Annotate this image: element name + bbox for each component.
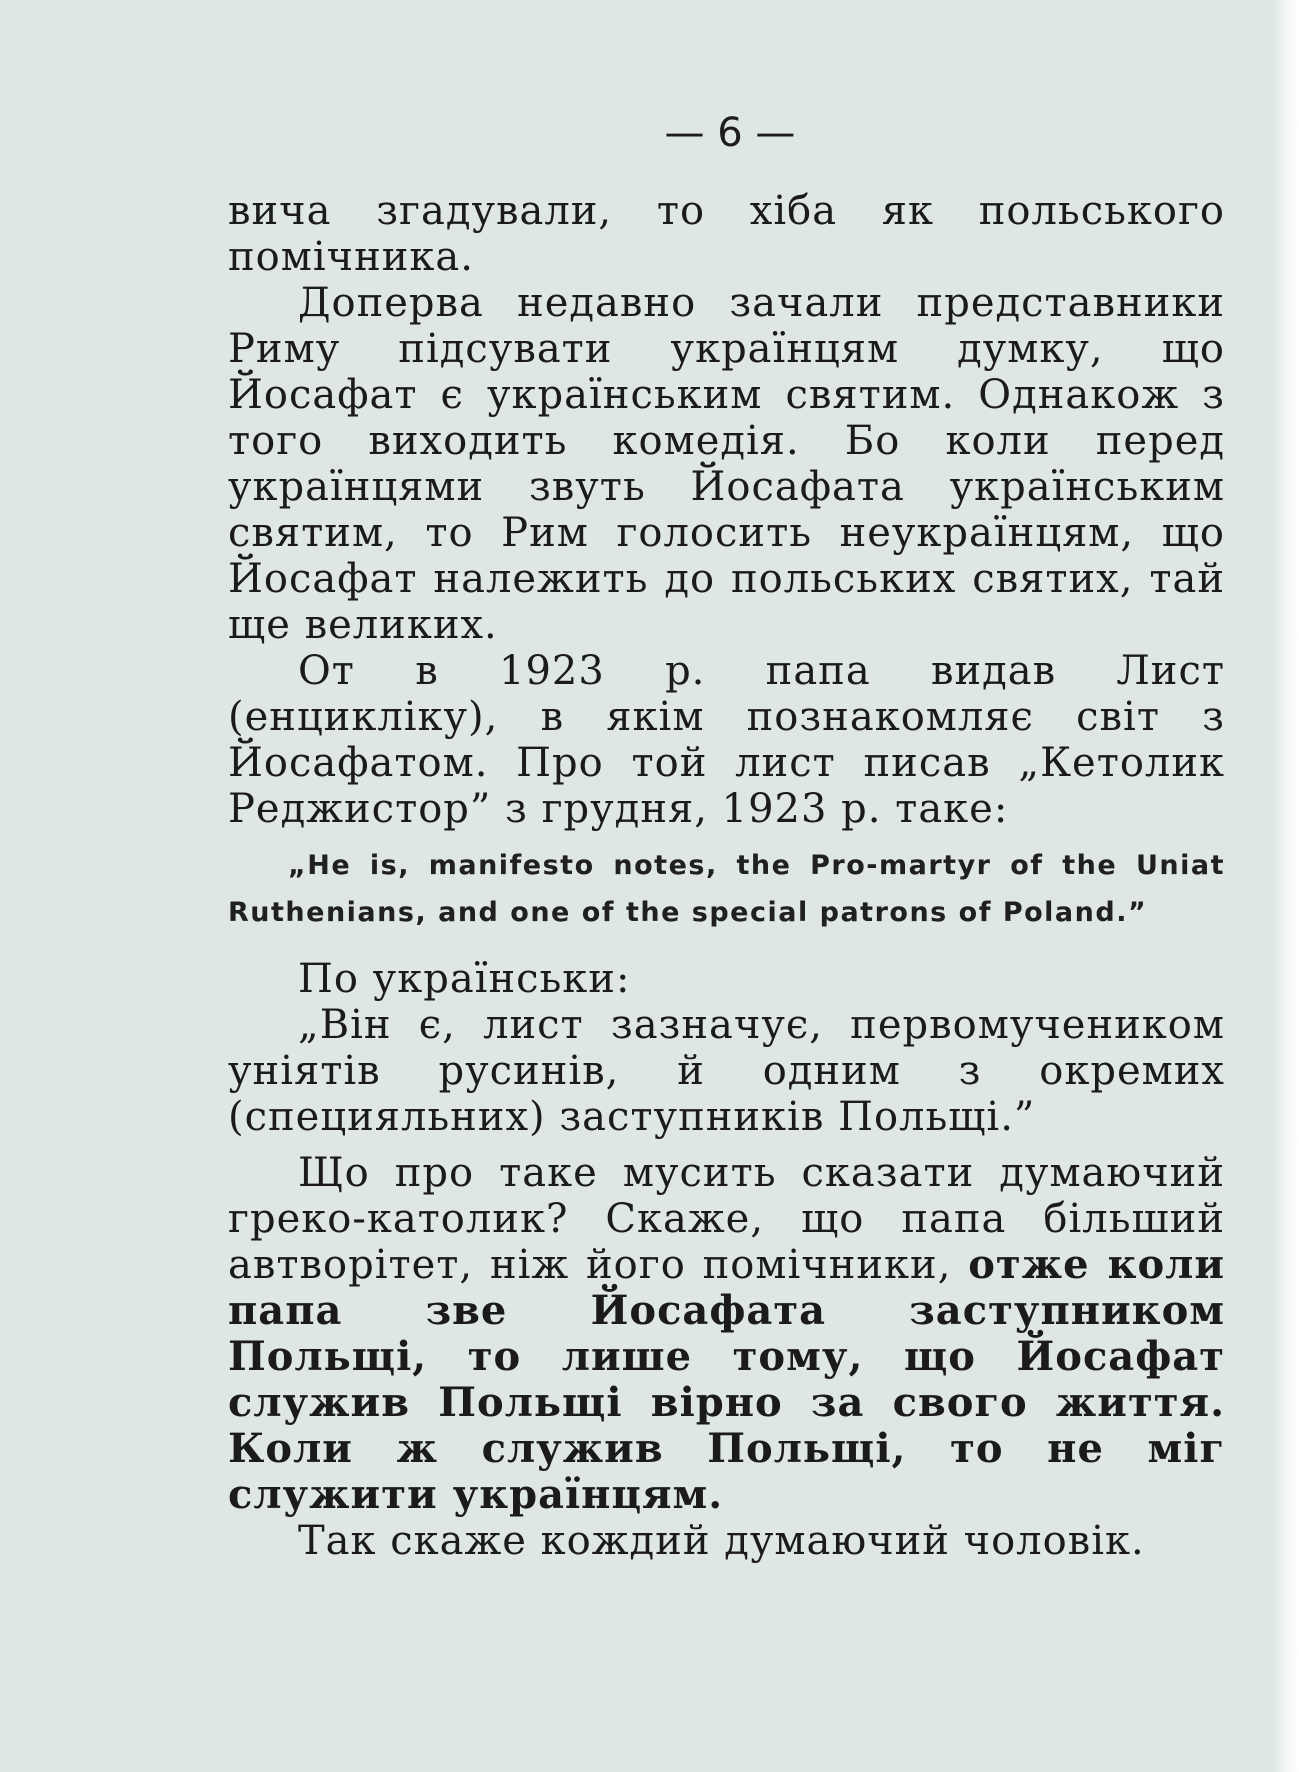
paragraph-6-regular: Що про таке мусить сказати думаючий греко-католик? Скаже, що папа більший автворітет, ніж його помічники,	[228, 1150, 1225, 1288]
english-quote: „He is, manifesto notes, the Pro-martyr of the Uniat Ruthenians, and one of the special patrons of Poland.”	[228, 850, 1225, 928]
page-number: — 6 —	[664, 110, 796, 156]
paragraph-2: Доперва недавно зачали представники Риму підсувати українцям думку, що Йосафат є українським святим. Однакож з того виходить комедія. Бо коли перед українцями звуть Йосафата українським святим, то Рим голосить неукраїнцям, що Йосафат належить до польських святих, тай ще великих.	[228, 280, 1225, 648]
page-edge	[1273, 0, 1299, 1772]
paragraph-3: От в 1923 р. папа видав Лист (енцикліку), в якім познакомляє світ з Йосафатом. Про той лист писав „Кетолик Реджистор” з грудня, 1923 р. таке:	[228, 648, 1225, 832]
paragraph-1: вича згадували, то хіба як польського помічника.	[228, 188, 1225, 280]
paragraph-7: Так скаже кождий думаючий чоловік.	[298, 1518, 1145, 1564]
paragraph-6	[228, 1150, 1225, 1518]
body-text	[228, 188, 1225, 1564]
paragraph-translation: „Він є, лист зазначує, первомучеником уніятів русинів, й одним з окремих (специяльних) заступників Польщі.”	[228, 1002, 1225, 1140]
paragraph-6-bold: отже коли папа зве Йосафата заступником Польщі, то лише тому, що Йосафат служив Польщі вірно за свого життя. Коли ж служив Польщі, то не міг служити українцям.	[228, 1241, 1226, 1518]
paragraph-translation-intro: По українськи:	[298, 956, 631, 1002]
